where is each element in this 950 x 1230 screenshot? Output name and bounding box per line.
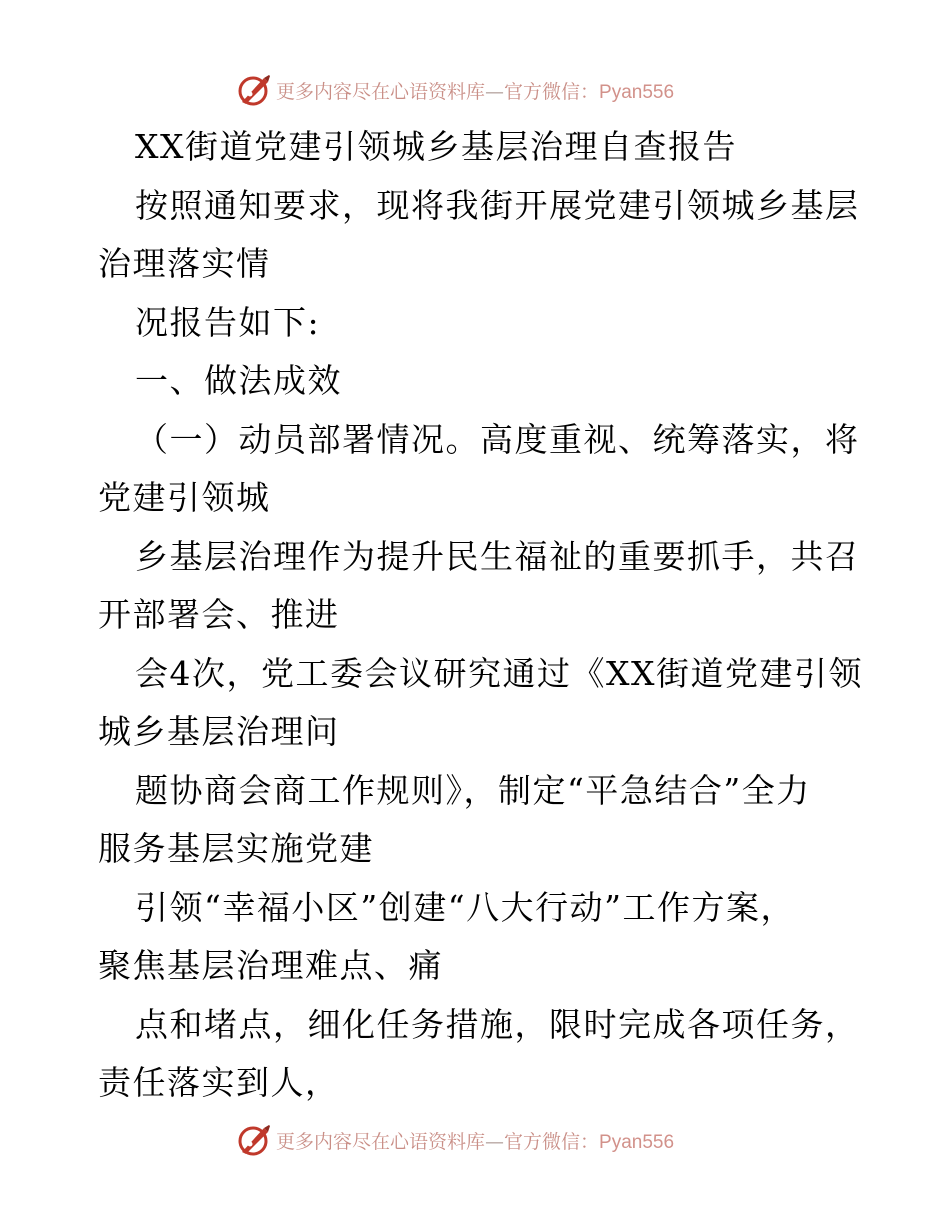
text-line: （一）动员部署情况。高度重视、统筹落实，将 [135, 419, 860, 459]
watermark-main: 更多内容尽在心语资料库 [276, 80, 486, 103]
text-line: 引领“幸福小区”创建“八大行动”工作方案， [135, 887, 795, 927]
watermark-header [236, 70, 716, 110]
text-line: 一、做法成效 [135, 361, 342, 400]
text-line: 聚焦基层治理难点、痛 [98, 946, 443, 985]
text-line: 开部署会、推进 [98, 595, 340, 634]
watermark-separator: — [485, 80, 505, 103]
watermark-main: 更多内容尽在心语资料库 [276, 1130, 486, 1153]
text-line: 况报告如下: [135, 302, 321, 342]
pen-logo-icon [236, 72, 272, 108]
text-line: 点和堵点，细化任务措施，限时完成各项任务， [135, 1004, 860, 1044]
watermark-label: 官方微信： [504, 80, 600, 103]
document-body [98, 118, 863, 1113]
text-line: 党建引领城 [98, 478, 271, 517]
text-line: 乡基层治理作为提升民生福祉的重要抓手，共召 [135, 536, 860, 576]
text-line: XX街道党建引领城乡基层治理自查报告 [135, 127, 737, 166]
watermark-label: 官方微信： [504, 1130, 600, 1153]
text-line: 会4次，党工委会议研究通过《XX街道党建引领 [135, 653, 863, 693]
text-line: 按照通知要求，现将我街开展党建引领城乡基层 [135, 185, 860, 225]
text-line: 城乡基层治理问 [98, 712, 340, 751]
watermark-text [276, 77, 674, 104]
pen-logo-icon [236, 1122, 272, 1158]
text-line: 服务基层实施党建 [98, 829, 374, 868]
watermark-id: Pyan556 [599, 1131, 675, 1153]
watermark-text [276, 1127, 674, 1154]
text-line: 题协商会商工作规则》，制定“平急结合”全力 [135, 770, 811, 810]
text-line: 治理落实情 [98, 244, 271, 283]
text-line: 责任落实到人， [98, 1063, 340, 1102]
watermark-footer [236, 1120, 716, 1160]
watermark-separator: — [485, 1130, 505, 1153]
watermark-id: Pyan556 [599, 81, 675, 103]
